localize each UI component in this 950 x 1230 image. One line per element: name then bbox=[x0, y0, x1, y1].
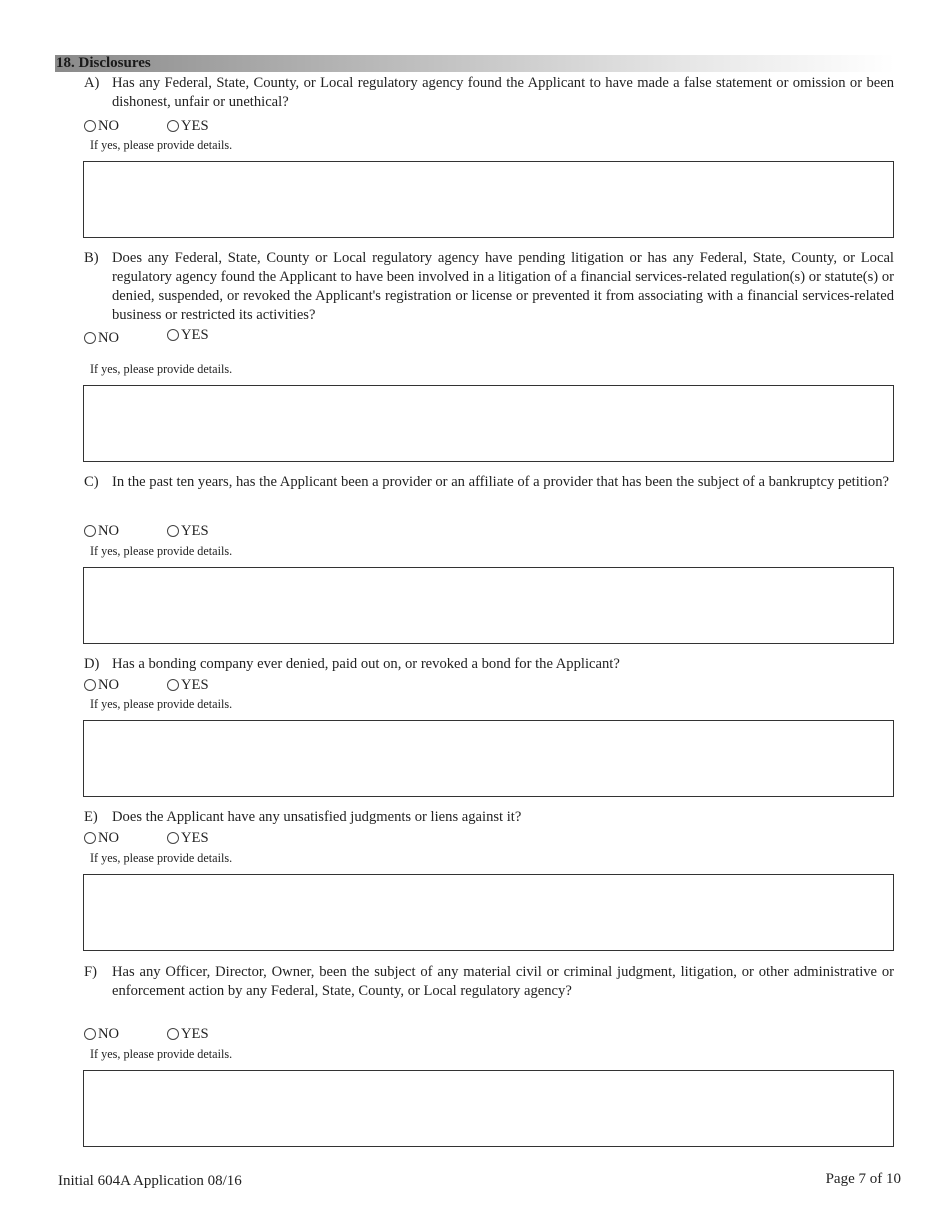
question-letter: F) bbox=[84, 964, 97, 980]
radio-circle-icon[interactable] bbox=[84, 1028, 96, 1040]
details-hint: If yes, please provide details. bbox=[90, 1047, 233, 1061]
question-b bbox=[84, 249, 894, 325]
question-letter: C) bbox=[84, 474, 99, 490]
radio-circle-icon[interactable] bbox=[84, 832, 96, 844]
details-hint: If yes, please provide details. bbox=[90, 362, 233, 376]
question-letter: D) bbox=[84, 656, 100, 672]
radio-circle-icon[interactable] bbox=[167, 120, 179, 132]
question-d bbox=[84, 655, 894, 674]
question-text: Does any Federal, State, County or Local regulatory agency have pending litigation or has any Federal, State, County, or Local regulatory agency found the Applicant to have been involved in a litigation of a financial services-related regulation(s) or statute(s) or denied, suspended, or revoked the Applicant's registration or license or prevented it from associating with a financial services-related business or restricted its activities? bbox=[112, 250, 894, 323]
question-e-no-radio[interactable]: NO bbox=[84, 830, 119, 846]
question-b-details-field[interactable] bbox=[83, 385, 894, 462]
footer-form-name: Initial 604A Application 08/16 bbox=[58, 1173, 242, 1189]
question-e-yes-radio[interactable]: YES bbox=[167, 830, 209, 846]
question-text: Does the Applicant have any unsatisfied judgments or liens against it? bbox=[112, 809, 522, 825]
radio-circle-icon[interactable] bbox=[167, 1028, 179, 1040]
section-title: 18. Disclosures bbox=[56, 55, 151, 71]
question-text: In the past ten years, has the Applicant been a provider or an affiliate of a provider that has been the subject of a bankruptcy petition? bbox=[112, 474, 889, 490]
question-d-yes-radio[interactable]: YES bbox=[167, 677, 209, 693]
details-hint: If yes, please provide details. bbox=[90, 544, 233, 558]
radio-circle-icon[interactable] bbox=[84, 525, 96, 537]
question-a-yes-radio[interactable]: YES bbox=[167, 118, 209, 134]
question-text: Has any Officer, Director, Owner, been the subject of any material civil or criminal judgment, litigation, or other administrative or enforcement action by any Federal, State, County, or Local regulatory agency? bbox=[112, 964, 894, 999]
radio-circle-icon[interactable] bbox=[84, 332, 96, 344]
question-text: Has a bonding company ever denied, paid out on, or revoked a bond for the Applicant? bbox=[112, 656, 620, 672]
details-hint: If yes, please provide details. bbox=[90, 851, 233, 865]
question-letter: E) bbox=[84, 809, 98, 825]
radio-circle-icon[interactable] bbox=[167, 679, 179, 691]
question-a-details-field[interactable] bbox=[83, 161, 894, 238]
details-hint: If yes, please provide details. bbox=[90, 138, 233, 152]
question-letter: A) bbox=[84, 75, 100, 91]
question-d-no-radio[interactable]: NO bbox=[84, 677, 119, 693]
radio-circle-icon[interactable] bbox=[167, 329, 179, 341]
question-f-details-field[interactable] bbox=[83, 1070, 894, 1147]
question-f bbox=[84, 963, 894, 1001]
question-e-details-field[interactable] bbox=[83, 874, 894, 951]
radio-circle-icon[interactable] bbox=[167, 832, 179, 844]
radio-circle-icon[interactable] bbox=[167, 525, 179, 537]
radio-circle-icon[interactable] bbox=[84, 120, 96, 132]
footer-page-number: Page 7 of 10 bbox=[825, 1171, 901, 1187]
question-d-details-field[interactable] bbox=[83, 720, 894, 797]
question-letter: B) bbox=[84, 250, 99, 266]
question-text: Has any Federal, State, County, or Local regulatory agency found the Applicant to have made a false statement or omission or been dishonest, unfair or unethical? bbox=[112, 75, 894, 110]
question-a-no-radio[interactable]: NO bbox=[84, 118, 119, 134]
details-hint: If yes, please provide details. bbox=[90, 697, 233, 711]
question-c-details-field[interactable] bbox=[83, 567, 894, 644]
question-a bbox=[84, 74, 894, 112]
radio-circle-icon[interactable] bbox=[84, 679, 96, 691]
question-b-no-radio[interactable]: NO bbox=[84, 330, 119, 346]
question-f-yes-radio[interactable]: YES bbox=[167, 1026, 209, 1042]
section-header-bar bbox=[55, 55, 895, 72]
question-c-yes-radio[interactable]: YES bbox=[167, 523, 209, 539]
question-f-no-radio[interactable]: NO bbox=[84, 1026, 119, 1042]
question-e bbox=[84, 808, 894, 827]
question-b-yes-radio[interactable]: YES bbox=[167, 327, 209, 343]
question-c bbox=[84, 473, 894, 492]
question-c-no-radio[interactable]: NO bbox=[84, 523, 119, 539]
